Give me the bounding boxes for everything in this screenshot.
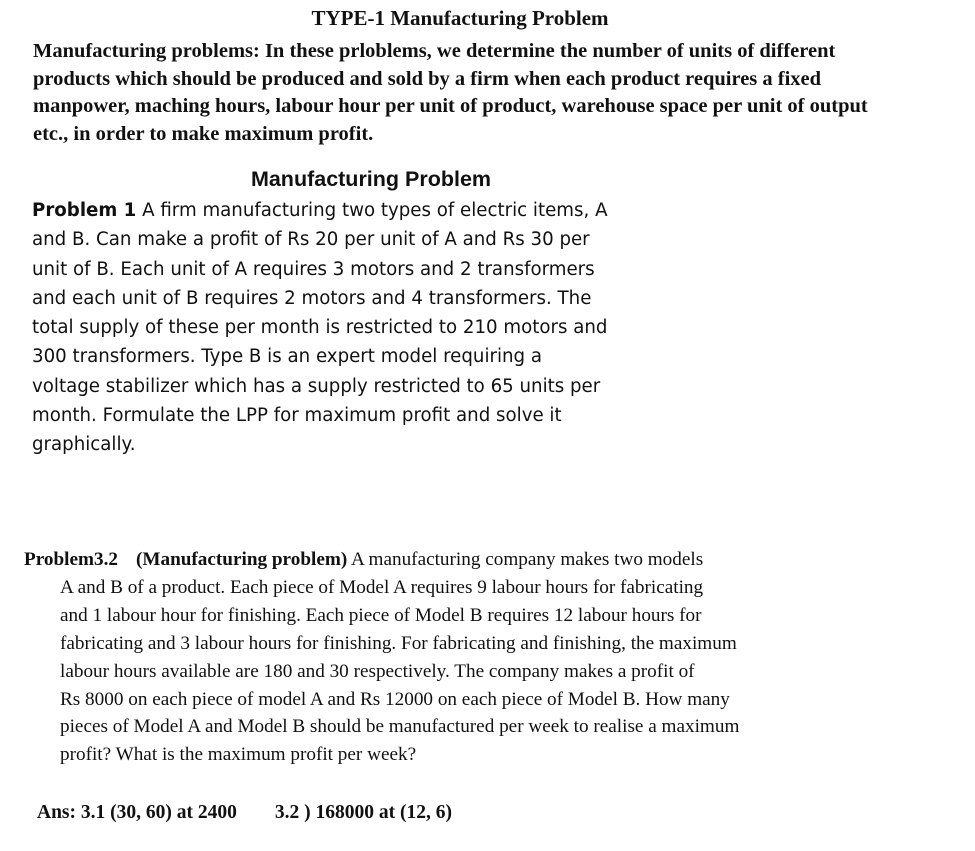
document-title: TYPE-1 Manufacturing Problem: [311, 6, 609, 30]
problem-3-2: [24, 546, 784, 769]
problem-1-text: A firm manufacturing two types of electric items, A: [136, 200, 608, 221]
problem-3-2-line: and 1 labour hour for finishing. Each piece of Model B requires 12 labour hours for: [60, 604, 702, 626]
problem-1: [32, 196, 642, 460]
intro-line: manpower, maching hours, labour hour per unit of product, warehouse space per unit of output: [33, 95, 868, 117]
problem-1-line: and each unit of B requires 2 motors and 4 transformers. The: [32, 287, 592, 309]
problem-1-line: unit of B. Each unit of A requires 3 motors and 2 transformers: [32, 258, 595, 280]
problem-3-2-line: labour hours available are 180 and 30 respectively. The company makes a profit of: [60, 660, 695, 682]
problem-3-2-line: [24, 546, 784, 574]
answer-3-1: Ans: 3.1 (30, 60) at 2400: [37, 802, 237, 823]
problem-1-line: 300 transformers. Type B is an expert model requiring a: [32, 346, 543, 368]
section-heading: Manufacturing Problem: [250, 167, 492, 191]
problem-1-line: [32, 196, 642, 225]
problem-3-2-type: (Manufacturing problem): [135, 549, 348, 570]
problem-3-2-text: A manufacturing company makes two models: [347, 549, 704, 570]
intro-line: Manufacturing problems: In these prloblems, we determine the number of units of different: [33, 40, 836, 62]
problem-3-2-line: A and B of a product. Each piece of Model A requires 9 labour hours for fabricating: [60, 576, 704, 598]
problem-1-line: month. Formulate the LPP for maximum profit and solve it: [32, 405, 562, 427]
answer-3-2: 3.2 ) 168000 at (12, 6): [274, 802, 452, 823]
problem-3-2-line: Rs 8000 on each piece of model A and Rs 12000 on each piece of Model B. How many: [60, 688, 730, 710]
problem-3-2-line: fabricating and 3 labour hours for finishing. For fabricating and finishing, the maximum: [60, 632, 737, 654]
problem-3-2-line: profit? What is the maximum profit per week?: [60, 744, 417, 766]
problem-1-line: graphically.: [32, 434, 136, 456]
problem-3-2-number: Problem3.2: [24, 549, 118, 570]
problem-1-line: total supply of these per month is restricted to 210 motors and: [32, 317, 608, 339]
intro-paragraph: [33, 38, 973, 148]
intro-line: etc., in order to make maximum profit.: [33, 122, 374, 145]
problem-1-line: and B. Can make a profit of Rs 20 per unit of A and Rs 30 per: [32, 229, 590, 251]
problem-3-2-line: pieces of Model A and Model B should be manufactured per week to realise a maximum: [60, 716, 740, 738]
problem-1-label: Problem 1: [32, 200, 137, 221]
answer-line: [37, 800, 452, 826]
intro-line: products which should be produced and sold by a firm when each product requires a fixed: [33, 67, 822, 90]
problem-1-line: voltage stabilizer which has a supply restricted to 65 units per: [32, 375, 601, 397]
